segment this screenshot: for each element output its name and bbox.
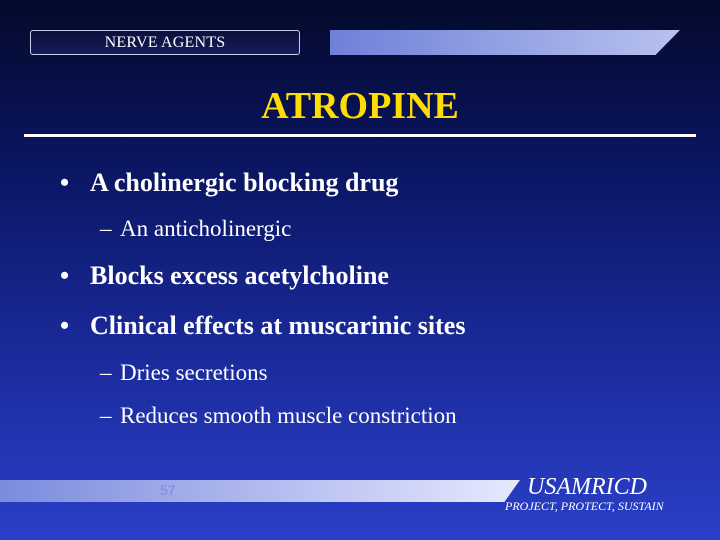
sub-bullet-item [100, 216, 291, 242]
bullet-text: Blocks excess acetylcholine [90, 261, 389, 290]
bullet-icon: • [60, 261, 70, 290]
bullet-item [60, 311, 465, 341]
section-label: NERVE AGENTS [104, 33, 226, 51]
slide-title: ATROPINE [261, 85, 459, 127]
page-number: 57 [160, 482, 176, 498]
section-label-box [30, 30, 300, 55]
footer-decor-bar [0, 480, 520, 502]
bullet-text: A cholinergic blocking drug [90, 168, 399, 197]
organization-motto: PROJECT, PROTECT, SUSTAIN [505, 499, 664, 513]
title-divider [24, 134, 696, 137]
bullet-item [60, 168, 398, 198]
header-decor-bar [330, 30, 680, 55]
sub-bullet-item [100, 360, 268, 386]
bullet-icon: • [60, 311, 70, 340]
dash-icon: – [100, 403, 112, 428]
organization-logo-text: USAMRICD [527, 474, 647, 500]
bullet-item [60, 261, 389, 291]
sub-bullet-text: Dries secretions [120, 360, 268, 385]
sub-bullet-text: Reduces smooth muscle constriction [120, 403, 457, 428]
dash-icon: – [100, 216, 112, 241]
bullet-text: Clinical effects at muscarinic sites [90, 311, 466, 340]
dash-icon: – [100, 360, 112, 385]
sub-bullet-item [100, 403, 457, 429]
bullet-icon: • [60, 168, 70, 197]
sub-bullet-text: An anticholinergic [120, 216, 292, 241]
